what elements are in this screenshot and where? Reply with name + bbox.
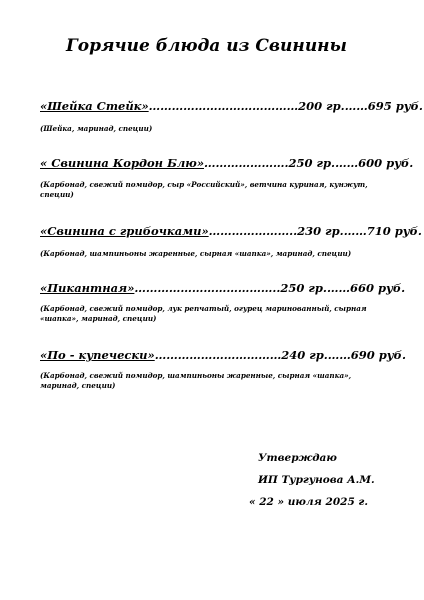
dish-description: (Карбонад, свежий помидор, лук репчатый, огурец маринованный, сырная «шапка», маринад, специи) <box>40 304 367 324</box>
dish-separator: …… <box>327 348 351 362</box>
dish-price: 695 руб. <box>367 99 423 113</box>
dish-leader-dots: ……………………………….. <box>134 281 281 295</box>
dish-price: 690 руб. <box>350 348 406 362</box>
dish-description: (Карбонад, свежий помидор, сыр «Российский», ветчина куриная, кунжут, специи) <box>40 180 368 200</box>
dish-leader-dots: ………………….. <box>208 224 298 238</box>
dish-name: «Пикантная» <box>40 281 135 295</box>
dish-leader-dots: ………………………………… <box>148 99 299 113</box>
dish-name: «Свинина с грибочками» <box>40 224 209 238</box>
dish-price: 600 руб. <box>358 156 414 170</box>
dish-separator: …… <box>335 156 359 170</box>
page-title: Горячие блюда из Свинины <box>66 36 347 56</box>
dish-weight: 240 гр. <box>281 348 328 362</box>
dish-weight: 250 гр. <box>288 156 336 170</box>
approval-date: « 22 » июля 2025 г. <box>249 496 368 508</box>
dish-price: 660 руб. <box>349 281 406 295</box>
menu-item-po-kupecheski <box>40 348 406 362</box>
dish-weight: 250 гр. <box>280 281 327 295</box>
approval-signer: ИП Тургунова А.М. <box>258 474 375 486</box>
dish-weight: 230 гр. <box>297 224 344 238</box>
dish-description: (Шейка, маринад, специи) <box>40 124 153 133</box>
dish-leader-dots: …………………. <box>204 156 289 170</box>
menu-item-s-gribochkami <box>40 224 422 238</box>
dish-separator: …… <box>344 99 368 113</box>
dish-description: (Карбонад, свежий помидор, шампиньоны жаренные, сырная «шапка», маринад, специи) <box>40 371 352 391</box>
menu-item-pikantnaya <box>40 281 406 295</box>
dish-price: 710 руб. <box>366 224 422 238</box>
dish-name: «По - купечески» <box>40 348 155 362</box>
dish-name: «Шейка Стейк» <box>40 99 149 113</box>
menu-item-sheika-steik <box>40 99 423 113</box>
dish-separator: …… <box>326 281 350 295</box>
dish-weight: 200 гр. <box>298 99 345 113</box>
dish-name: « Свинина Кордон Блю» <box>40 156 205 170</box>
menu-item-kordon-blu <box>40 156 414 170</box>
dish-description: (Карбонад, шампиньоны жаренные, сырная «шапка», маринад, специи) <box>40 249 352 258</box>
approval-heading: Утверждаю <box>258 452 337 464</box>
dish-separator: …… <box>343 224 367 238</box>
dish-leader-dots: …………………………… <box>154 348 282 362</box>
